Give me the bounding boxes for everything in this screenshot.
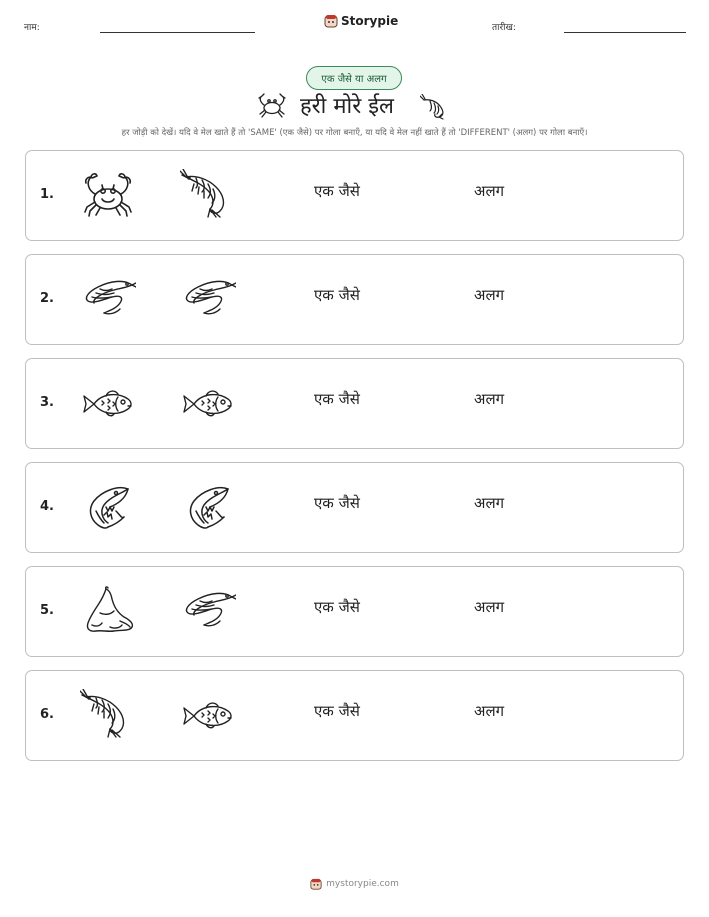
option-same[interactable]: एक जैसे bbox=[314, 286, 360, 304]
question-card bbox=[25, 150, 684, 241]
worksheet-badge: एक जैसे या अलग bbox=[306, 66, 402, 90]
date-label: तारीख: bbox=[492, 23, 516, 33]
option-different[interactable]: अलग bbox=[474, 494, 505, 512]
shrimp-icon bbox=[180, 169, 236, 223]
name-line[interactable] bbox=[100, 32, 255, 33]
question-number: 5. bbox=[40, 603, 54, 618]
eel-mouth-icon bbox=[180, 481, 236, 535]
worksheet-header bbox=[0, 14, 709, 38]
brand-logo bbox=[324, 14, 398, 28]
shrimp-icon bbox=[420, 94, 452, 120]
option-different[interactable]: अलग bbox=[474, 598, 505, 616]
title-row bbox=[0, 88, 709, 124]
option-different[interactable]: अलग bbox=[474, 182, 505, 200]
fish-icon bbox=[180, 689, 236, 743]
question-number: 4. bbox=[40, 499, 54, 514]
question-number: 6. bbox=[40, 707, 54, 722]
eel-icon bbox=[180, 273, 236, 327]
crab-icon bbox=[256, 92, 288, 118]
question-number: 3. bbox=[40, 395, 54, 410]
octopus-icon bbox=[80, 585, 136, 639]
page-footer bbox=[0, 878, 709, 890]
option-different[interactable]: अलग bbox=[474, 390, 505, 408]
shrimp-icon bbox=[80, 689, 136, 743]
option-different[interactable]: अलग bbox=[474, 286, 505, 304]
eel-icon bbox=[180, 585, 236, 639]
option-same[interactable]: एक जैसे bbox=[314, 702, 360, 720]
question-card bbox=[25, 670, 684, 761]
question-number: 2. bbox=[40, 291, 54, 306]
brand-name: Storypie bbox=[341, 14, 399, 28]
fish-icon bbox=[180, 377, 236, 431]
option-same[interactable]: एक जैसे bbox=[314, 494, 360, 512]
question-card bbox=[25, 462, 684, 553]
worksheet-instructions: हर जोड़ी को देखें। यदि वे मेल खाते हैं तो 'SAME' (एक जैसे) पर गोला बनाएँ, या यदि वे मेल नहीं खाते हैं तो 'DIFFERENT' (अलग) पर गोला बनाएँ। bbox=[121, 128, 588, 138]
eel-mouth-icon bbox=[80, 481, 136, 535]
option-same[interactable]: एक जैसे bbox=[314, 390, 360, 408]
question-card bbox=[25, 358, 684, 449]
option-different[interactable]: अलग bbox=[474, 702, 505, 720]
footer-url[interactable]: mystorypie.com bbox=[326, 879, 399, 889]
storypie-mascot-icon bbox=[324, 14, 338, 28]
fish-icon bbox=[80, 377, 136, 431]
option-same[interactable]: एक जैसे bbox=[314, 598, 360, 616]
worksheet-title: हरी मोरे ईल bbox=[300, 94, 394, 119]
crab-icon bbox=[80, 169, 136, 223]
question-card bbox=[25, 254, 684, 345]
question-number: 1. bbox=[40, 187, 54, 202]
date-line[interactable] bbox=[564, 32, 686, 33]
option-same[interactable]: एक जैसे bbox=[314, 182, 360, 200]
question-card bbox=[25, 566, 684, 657]
eel-icon bbox=[80, 273, 136, 327]
name-label: नाम: bbox=[24, 23, 40, 33]
storypie-mascot-icon bbox=[310, 878, 322, 890]
